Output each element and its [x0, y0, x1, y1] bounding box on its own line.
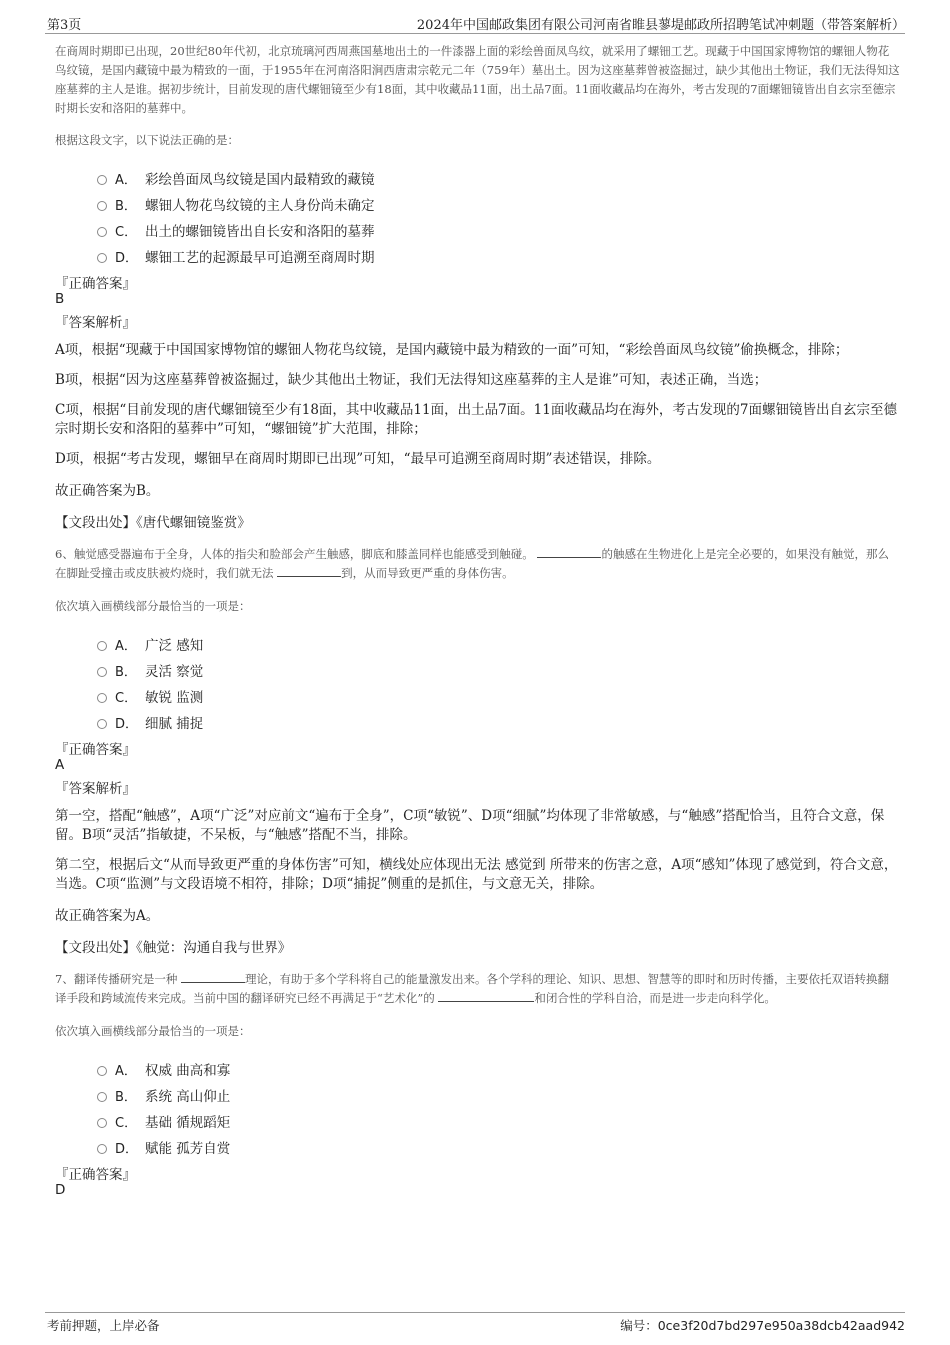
radio-icon[interactable]	[97, 641, 107, 651]
option-letter: C．	[115, 1115, 138, 1131]
option-letter: B．	[115, 198, 137, 214]
q6-analysis-label: 『答案解析』	[55, 781, 136, 797]
q7-option-a[interactable]	[97, 1056, 900, 1082]
q5-answer: B	[55, 291, 65, 307]
blank-1	[181, 970, 245, 983]
q6-prompt: 依次填入画横线部分最恰当的一项是：	[55, 599, 251, 613]
radio-icon[interactable]	[97, 1092, 107, 1102]
page-content	[55, 42, 900, 1200]
q5-analysis-d: D项，根据“考古发现，螺钿早在商周时期即已出现”可知，“最早可追溯至商周时期”表述错误，排除。	[55, 451, 661, 467]
q6-option-a[interactable]	[97, 631, 900, 657]
q7-option-c[interactable]	[97, 1108, 900, 1134]
document-code: 编号：0ce3f20d7bd297e950a38dcb42aad942	[620, 1318, 905, 1333]
q5-option-a[interactable]	[97, 165, 900, 191]
option-text: 细腻 捕捉	[145, 716, 204, 732]
q7-stem: 7、翻译传播研究是一种 理论，有助于多个学科将自己的能量激发出来。各个学科的理论、知识、思想、智慧等的即时和历时传播，主要依托双语转换翻译手段和跨域流传来完成。当前中国的翻译研究已经不再满足于“艺术化”的 和闭合性的学科自洽，而是进一步走向科学化。	[55, 972, 889, 1005]
option-letter: A．	[115, 172, 137, 188]
q7-answer: D	[55, 1182, 66, 1198]
q6-answer-label: 『正确答案』	[55, 742, 136, 758]
q7-option-d[interactable]	[97, 1134, 900, 1160]
q5-analysis-c: C项，根据“目前发现的唐代螺钿镜至少有18面，其中收藏品11面，出土品7面。11面收藏品均在海外，考古发现的7面螺钿镜皆出自玄宗至德宗时期长安和洛阳的墓葬中”可知，“螺钿镜”扩大范围，排除；	[55, 402, 897, 437]
q6-source: 【文段出处】《触觉：沟通自我与世界》	[55, 940, 292, 956]
q5-option-c[interactable]	[97, 217, 900, 243]
option-letter: D．	[115, 716, 139, 732]
q6-conclusion: 故正确答案为A。	[55, 908, 160, 924]
option-text: 出土的螺钿镜皆出自长安和洛阳的墓葬	[145, 224, 375, 240]
blank-2	[438, 989, 534, 1002]
page-footer	[45, 1312, 905, 1333]
page-header	[45, 0, 905, 34]
radio-icon[interactable]	[97, 667, 107, 677]
q7-prompt: 依次填入画横线部分最恰当的一项是：	[55, 1024, 251, 1038]
option-text: 敏锐 监测	[145, 690, 204, 706]
q7-answer-label: 『正确答案』	[55, 1167, 136, 1183]
option-text: 螺钿工艺的起源最早可追溯至商周时期	[145, 250, 375, 266]
radio-icon[interactable]	[97, 719, 107, 729]
option-letter: A．	[115, 638, 137, 654]
q5-conclusion: 故正确答案为B。	[55, 483, 160, 499]
q5-option-d[interactable]	[97, 243, 900, 269]
option-text: 灵活 察觉	[145, 664, 204, 680]
q5-options	[55, 165, 900, 269]
radio-icon[interactable]	[97, 227, 107, 237]
q6-options	[55, 631, 900, 735]
option-letter: D．	[115, 1141, 139, 1157]
q5-source: 【文段出处】《唐代螺钿镜鉴赏》	[55, 515, 251, 531]
q5-analysis-b: B项，根据“因为这座墓葬曾被盗掘过，缺少其他出土物证，我们无法得知这座墓葬的主人是谁”可知，表述正确，当选；	[55, 372, 768, 388]
q5-analysis-a: A项，根据“现藏于中国国家博物馆的螺钿人物花鸟纹镜，是国内藏镜中最为精致的一面”可知，“彩绘兽面凤鸟纹镜”偷换概念，排除；	[55, 342, 849, 358]
radio-icon[interactable]	[97, 1118, 107, 1128]
radio-icon[interactable]	[97, 1066, 107, 1076]
option-letter: B．	[115, 664, 137, 680]
option-text: 权威 曲高和寡	[145, 1063, 231, 1079]
radio-icon[interactable]	[97, 175, 107, 185]
q6-stem: 6、触觉感受器遍布于全身，人体的指尖和脸部会产生触感，脚底和膝盖同样也能感受到触碰。 的触感在生物进化上是完全必要的，如果没有触觉，那么在脚趾受撞击或皮肤被灼烧时，我们就无法 到，从而导致更严重的身体伤害。	[55, 547, 889, 580]
option-text: 赋能 孤芳自赏	[145, 1141, 231, 1157]
q5-analysis-label: 『答案解析』	[55, 315, 136, 331]
q6-option-d[interactable]	[97, 709, 900, 735]
option-text: 彩绘兽面凤鸟纹镜是国内最精致的藏镜	[145, 172, 375, 188]
option-letter: A．	[115, 1063, 137, 1079]
q5-prompt: 根据这段文字，以下说法正确的是：	[55, 133, 239, 147]
q6-answer: A	[55, 757, 65, 773]
option-letter: B．	[115, 1089, 137, 1105]
document-title: 2024年中国邮政集团有限公司河南省睢县蓼堤邮政所招聘笔试冲刺题（带答案解析）	[416, 18, 905, 33]
q5-passage: 在商周时期即已出现，20世纪80年代初，北京琉璃河西周燕国墓地出土的一件漆器上面的彩绘兽面凤鸟纹，就采用了螺钿工艺。现藏于中国国家博物馆的螺钿人物花鸟纹镜，是国内藏镜中最为精致的一面，于1955年在河南洛阳涧西唐肃宗乾元二年（759年）墓出土。因为这座墓葬曾被盗掘过，缺少其他出土物证，我们无法得知这座墓葬的主人是谁。据初步统计，目前发现的唐代螺钿镜至少有18面，其中收藏品11面，出土品7面。11面收藏品均在海外，考古发现的7面螺钿镜皆出自玄宗至德宗时期长安和洛阳的墓葬中。	[55, 44, 900, 115]
q6-analysis-2: 第二空，根据后文“从而导致更严重的身体伤害”可知，横线处应体现出无法 感觉到 所带来的伤害之意，A项“感知”体现了感觉到，符合文意，当选。C项“监测”与文段语境不相符，排除；D项“捕捉”侧重的是抓住，与文意无关，排除。	[55, 857, 898, 892]
blank-1	[537, 545, 601, 558]
q6-analysis-1: 第一空，搭配“触感”，A项“广泛”对应前文“遍布于全身”，C项“敏锐”、D项“细腻”均体现了非常敏感，与“触感”搭配恰当，且符合文意，保留。B项“灵活”指敏捷，不呆板，与“触感”搭配不当，排除。	[55, 808, 885, 843]
q6-option-b[interactable]	[97, 657, 900, 683]
q7-options	[55, 1056, 900, 1160]
option-text: 螺钿人物花鸟纹镜的主人身份尚未确定	[145, 198, 375, 214]
q5-answer-label: 『正确答案』	[55, 276, 136, 292]
option-letter: D．	[115, 250, 139, 266]
page-number: 第3页	[47, 18, 82, 33]
radio-icon[interactable]	[97, 693, 107, 703]
option-letter: C．	[115, 690, 138, 706]
option-text: 广泛 感知	[145, 638, 204, 654]
q6-option-c[interactable]	[97, 683, 900, 709]
radio-icon[interactable]	[97, 201, 107, 211]
footer-slogan: 考前押题，上岸必备	[47, 1318, 160, 1333]
radio-icon[interactable]	[97, 1144, 107, 1154]
blank-2	[277, 564, 341, 577]
option-text: 基础 循规蹈矩	[145, 1115, 231, 1131]
radio-icon[interactable]	[97, 253, 107, 263]
q7-option-b[interactable]	[97, 1082, 900, 1108]
option-text: 系统 高山仰止	[145, 1089, 231, 1105]
q5-option-b[interactable]	[97, 191, 900, 217]
option-letter: C．	[115, 224, 138, 240]
